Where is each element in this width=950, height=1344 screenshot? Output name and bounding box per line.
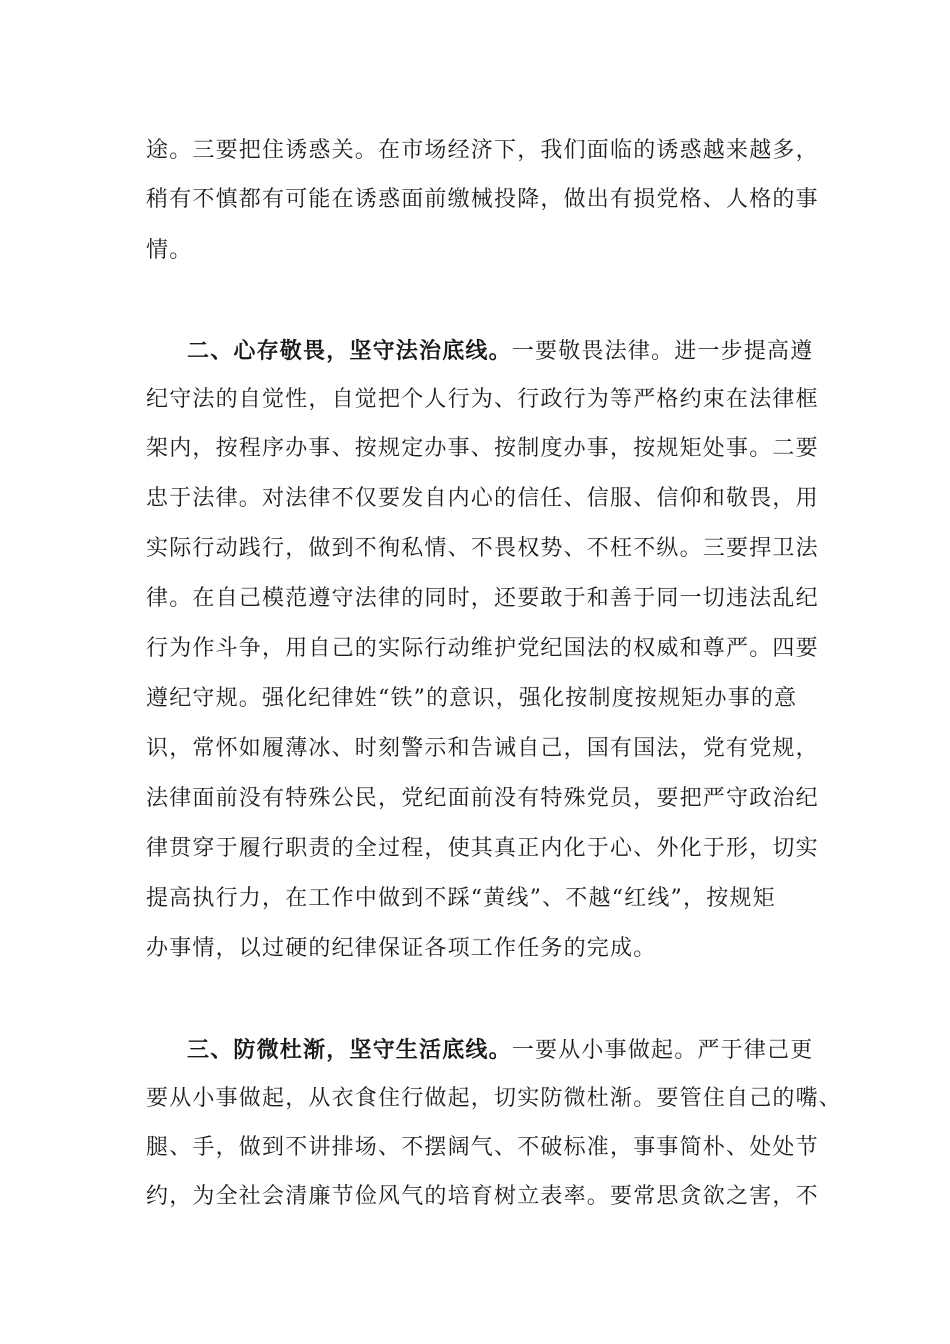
text-line: 纪守法的自觉性，自觉把个人行为、行政行为等严格约束在法律框 <box>146 387 819 412</box>
text-line: 律贯穿于履行职责的全过程，使其真正内化于心、外化于形，切实 <box>146 836 819 861</box>
text-line: 行为作斗争，用自己的实际行动维护党纪国法的权威和尊严。四要 <box>146 636 819 661</box>
text-line: 忠于法律。对法律不仅要发自内心的信任、信服、信仰和敬畏，用 <box>146 486 819 511</box>
paragraph-first-line <box>187 1035 813 1065</box>
text-line: 实际行动践行，做到不徇私情、不畏权势、不枉不纵。三要捍卫法 <box>146 536 819 561</box>
text-line: 法律面前没有特殊公民，党纪面前没有特殊党员，要把严守政治纪 <box>146 786 819 811</box>
section-heading: 三、防微杜渐，坚守生活底线。 <box>187 1037 512 1063</box>
text-line: 稍有不慎都有可能在诱惑面前缴械投降，做出有损党格、人格的事 <box>146 187 819 212</box>
heading-rest-text: 一要从小事做起。严于律己更 <box>511 1038 814 1063</box>
heading-rest-text: 一要敬畏法律。进一步提高遵 <box>511 339 814 364</box>
text-line: 腿、手，做到不讲排场、不摆阔气、不破标准，事事简朴、处处节 <box>146 1135 819 1160</box>
text-line: 律。在自己模范遵守法律的同时，还要敢于和善于同一切违法乱纪 <box>146 586 819 611</box>
section-heading: 二、心存敬畏，坚守法治底线。 <box>187 338 512 364</box>
text-line: 约，为全社会清廉节俭风气的培育树立表率。要常思贪欲之害，不 <box>146 1184 819 1209</box>
text-line: 提高执行力，在工作中做到不踩“黄线”、不越“红线”，按规矩 <box>146 886 776 911</box>
text-line: 要从小事做起，从衣食住行做起，切实防微杜渐。要管住自己的嘴、 <box>146 1086 843 1111</box>
text-line: 途。三要把住诱惑关。在市场经济下，我们面临的诱惑越来越多， <box>146 138 819 163</box>
text-line: 架内，按程序办事、按规定办事、按制度办事，按规矩处事。二要 <box>146 436 819 461</box>
text-line: 识，常怀如履薄冰、时刻警示和告诫自己，国有国法，党有党规， <box>146 736 819 761</box>
paragraph-first-line <box>187 336 813 366</box>
text-line: 遵纪守规。强化纪律姓“铁”的意识，强化按制度按规矩办事的意 <box>146 686 798 711</box>
text-line: 情。 <box>146 238 193 263</box>
text-line: 办事情，以过硬的纪律保证各项工作任务的完成。 <box>146 936 657 961</box>
